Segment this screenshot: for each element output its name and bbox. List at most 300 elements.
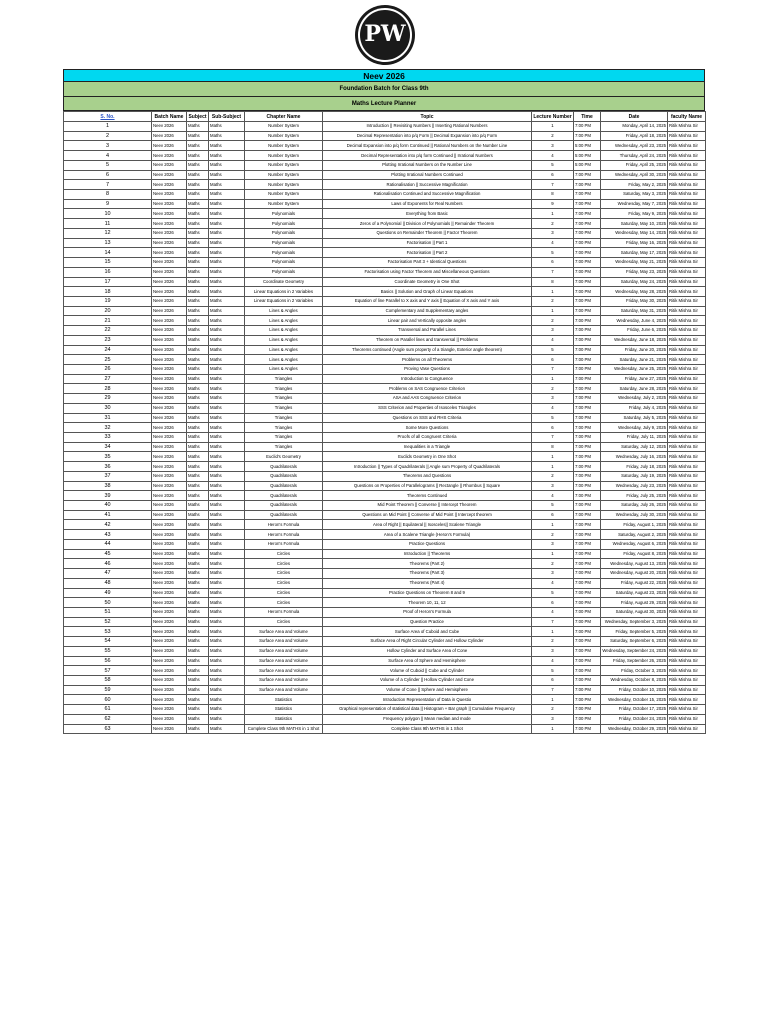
table-cell: Maths bbox=[209, 520, 245, 530]
table-cell: Maths bbox=[187, 209, 209, 219]
table-cell: Maths bbox=[209, 705, 245, 715]
table-cell: Number System bbox=[245, 180, 323, 190]
table-cell: Maths bbox=[187, 491, 209, 501]
table-cell: Neev 2026 bbox=[152, 199, 187, 209]
table-cell: 6 bbox=[532, 598, 574, 608]
table-cell: Ritik Mishra Sir bbox=[668, 705, 706, 715]
table-cell: Triangles bbox=[245, 423, 323, 433]
table-cell: Maths bbox=[187, 345, 209, 355]
table-cell: 7:00 PM bbox=[574, 287, 601, 297]
table-cell: Surface Area and Volume bbox=[245, 666, 323, 676]
table-cell: Ritik Mishra Sir bbox=[668, 403, 706, 413]
table-cell: 7:00 PM bbox=[574, 384, 601, 394]
table-cell: Maths bbox=[209, 122, 245, 132]
table-cell: Ritik Mishra Sir bbox=[668, 675, 706, 685]
table-cell: Neev 2026 bbox=[152, 394, 187, 404]
table-cell: Maths bbox=[209, 695, 245, 705]
table-cell: Theorems (Part 4) bbox=[323, 578, 532, 588]
table-cell: Surface Area of Sphere and Hemisphere bbox=[323, 656, 532, 666]
table-cell: 4 bbox=[532, 403, 574, 413]
table-cell: Equation of line Parallel to X axis and Y axis || Equation of X axis and Y axis bbox=[323, 296, 532, 306]
table-cell: 38 bbox=[64, 481, 152, 491]
table-cell: Friday, July 18, 2025 bbox=[601, 462, 668, 472]
table-cell: Maths bbox=[187, 539, 209, 549]
table-row bbox=[64, 520, 706, 530]
table-row bbox=[64, 335, 706, 345]
batch-subtitle: Foundation Batch for Class 9th bbox=[63, 82, 705, 97]
table-cell: Maths bbox=[187, 403, 209, 413]
table-cell: 7:00 PM bbox=[574, 433, 601, 443]
table-cell: Everything from Basic bbox=[323, 209, 532, 219]
table-cell: 57 bbox=[64, 666, 152, 676]
table-cell: Volume of a Cylinder || Hollow Cylinder and Cone bbox=[323, 675, 532, 685]
table-cell: Wednesday, August 20, 2025 bbox=[601, 569, 668, 579]
table-cell: Neev 2026 bbox=[152, 160, 187, 170]
table-cell: 7:00 PM bbox=[574, 170, 601, 180]
table-cell: Maths bbox=[209, 258, 245, 268]
table-cell: 3 bbox=[532, 141, 574, 151]
table-cell: Questions on SSS and RHS Criteria bbox=[323, 413, 532, 423]
table-cell: Maths bbox=[187, 296, 209, 306]
table-cell: Hollow Cylinder and Surface Area of Cone bbox=[323, 646, 532, 656]
table-cell: 7:00 PM bbox=[574, 695, 601, 705]
table-cell: Neev 2026 bbox=[152, 316, 187, 326]
col-header: Date bbox=[601, 112, 668, 122]
table-cell: Ritik Mishra Sir bbox=[668, 287, 706, 297]
table-cell: Maths bbox=[209, 326, 245, 336]
table-cell: Volume of Cuboid || Cube and Cylinder bbox=[323, 666, 532, 676]
table-cell: Maths bbox=[187, 248, 209, 258]
table-cell: Wednesday, May 28, 2025 bbox=[601, 287, 668, 297]
table-cell: 1 bbox=[532, 452, 574, 462]
table-cell: 1 bbox=[64, 122, 152, 132]
table-cell: Maths bbox=[209, 151, 245, 161]
table-cell: Maths bbox=[209, 296, 245, 306]
table-row bbox=[64, 267, 706, 277]
table-cell: Maths bbox=[187, 452, 209, 462]
table-cell: Questions on Properties of Parallelograms || Rectangle || Rhombus || Square bbox=[323, 481, 532, 491]
table-cell: Introduction Representation of Data in Questio bbox=[323, 695, 532, 705]
table-cell: 7:00 PM bbox=[574, 491, 601, 501]
table-cell: 1 bbox=[532, 122, 574, 132]
table-cell: 7:00 PM bbox=[574, 277, 601, 287]
table-cell: Neev 2026 bbox=[152, 209, 187, 219]
table-cell: Complete Class 9th MATHS in 1 Shot bbox=[323, 724, 532, 734]
table-cell: Maths bbox=[209, 501, 245, 511]
table-cell: Neev 2026 bbox=[152, 471, 187, 481]
table-cell: Neev 2026 bbox=[152, 549, 187, 559]
table-cell: 2 bbox=[532, 530, 574, 540]
table-cell: Ritik Mishra Sir bbox=[668, 374, 706, 384]
table-cell: 3 bbox=[532, 539, 574, 549]
table-cell: 3 bbox=[532, 228, 574, 238]
table-cell: Friday, May 9, 2025 bbox=[601, 209, 668, 219]
table-cell: Quadrilaterals bbox=[245, 462, 323, 472]
planner-title: Maths Lecture Planner bbox=[63, 97, 705, 111]
table-cell: 21 bbox=[64, 316, 152, 326]
table-cell: 56 bbox=[64, 656, 152, 666]
table-cell: Maths bbox=[187, 160, 209, 170]
table-cell: Surface Area and Volume bbox=[245, 685, 323, 695]
table-cell: Friday, October 3, 2025 bbox=[601, 666, 668, 676]
table-row bbox=[64, 607, 706, 617]
table-cell: 35 bbox=[64, 452, 152, 462]
table-cell: Monday, April 14, 2025 bbox=[601, 122, 668, 132]
table-cell: Maths bbox=[187, 520, 209, 530]
table-cell: Maths bbox=[209, 481, 245, 491]
table-cell: 7:00 PM bbox=[574, 374, 601, 384]
table-cell: Ritik Mishra Sir bbox=[668, 569, 706, 579]
table-cell: Ritik Mishra Sir bbox=[668, 190, 706, 200]
table-cell: Maths bbox=[209, 306, 245, 316]
table-cell: Neev 2026 bbox=[152, 384, 187, 394]
table-cell: Maths bbox=[209, 199, 245, 209]
table-cell: Ritik Mishra Sir bbox=[668, 326, 706, 336]
table-cell: 7 bbox=[532, 364, 574, 374]
table-cell: Neev 2026 bbox=[152, 714, 187, 724]
table-cell: Saturday, July 5, 2025 bbox=[601, 413, 668, 423]
table-cell: Neev 2026 bbox=[152, 258, 187, 268]
table-cell: Maths bbox=[209, 423, 245, 433]
table-cell: 36 bbox=[64, 462, 152, 472]
col-header[interactable]: S. No. bbox=[64, 112, 152, 122]
table-row bbox=[64, 433, 706, 443]
table-cell: Maths bbox=[187, 433, 209, 443]
table-cell: Saturday, September 6, 2025 bbox=[601, 637, 668, 647]
table-cell: Neev 2026 bbox=[152, 413, 187, 423]
table-cell: 5 bbox=[532, 588, 574, 598]
table-cell: Neev 2026 bbox=[152, 190, 187, 200]
table-cell: Neev 2026 bbox=[152, 180, 187, 190]
table-cell: Neev 2026 bbox=[152, 491, 187, 501]
table-cell: Quadrilaterals bbox=[245, 471, 323, 481]
table-row bbox=[64, 481, 706, 491]
table-cell: Friday, May 23, 2025 bbox=[601, 267, 668, 277]
table-cell: Statistics bbox=[245, 695, 323, 705]
table-cell: Wednesday, July 23, 2025 bbox=[601, 481, 668, 491]
table-cell: Maths bbox=[187, 413, 209, 423]
table-cell: 49 bbox=[64, 588, 152, 598]
table-cell: Surface Area of Right Circular Cylinder and Hollow Cylinder bbox=[323, 637, 532, 647]
table-row bbox=[64, 141, 706, 151]
table-cell: 7:00 PM bbox=[574, 209, 601, 219]
table-cell: 5 bbox=[532, 248, 574, 258]
table-cell: Ritik Mishra Sir bbox=[668, 141, 706, 151]
table-cell: Neev 2026 bbox=[152, 675, 187, 685]
table-cell: Maths bbox=[209, 160, 245, 170]
table-cell: Problems on all Theorems bbox=[323, 355, 532, 365]
table-cell: Maths bbox=[209, 170, 245, 180]
table-cell: 1 bbox=[532, 549, 574, 559]
table-cell: 5:00 PM bbox=[574, 141, 601, 151]
table-cell: Neev 2026 bbox=[152, 228, 187, 238]
table-cell: Maths bbox=[187, 423, 209, 433]
table-cell: Circles bbox=[245, 617, 323, 627]
table-cell: Maths bbox=[209, 714, 245, 724]
table-cell: 19 bbox=[64, 296, 152, 306]
table-cell: Ritik Mishra Sir bbox=[668, 695, 706, 705]
table-row bbox=[64, 501, 706, 511]
table-cell: Maths bbox=[187, 141, 209, 151]
table-cell: 1 bbox=[532, 724, 574, 734]
table-cell: Neev 2026 bbox=[152, 374, 187, 384]
table-row bbox=[64, 151, 706, 161]
table-cell: 7:00 PM bbox=[574, 306, 601, 316]
table-cell: 4 bbox=[532, 335, 574, 345]
table-cell: Ritik Mishra Sir bbox=[668, 345, 706, 355]
table-cell: 2 bbox=[532, 705, 574, 715]
table-cell: Quadrilaterals bbox=[245, 491, 323, 501]
table-cell: 25 bbox=[64, 355, 152, 365]
table-cell: Maths bbox=[209, 248, 245, 258]
table-row bbox=[64, 219, 706, 229]
table-cell: Ritik Mishra Sir bbox=[668, 491, 706, 501]
table-cell: Neev 2026 bbox=[152, 267, 187, 277]
table-cell: Proofs of all Congruent Criteria bbox=[323, 433, 532, 443]
table-cell: 7:00 PM bbox=[574, 190, 601, 200]
table-cell: 7:00 PM bbox=[574, 539, 601, 549]
table-cell: 3 bbox=[532, 481, 574, 491]
col-header: Chapter Name bbox=[245, 112, 323, 122]
table-cell: Ritik Mishra Sir bbox=[668, 277, 706, 287]
table-cell: Decimal Representation into p/q Form || Decimal Expansion into p/q Form bbox=[323, 131, 532, 141]
table-cell: Thursday, April 24, 2025 bbox=[601, 151, 668, 161]
table-cell: Friday, June 27, 2025 bbox=[601, 374, 668, 384]
table-cell: Neev 2026 bbox=[152, 335, 187, 345]
table-cell: Friday, August 1, 2025 bbox=[601, 520, 668, 530]
table-cell: Lines & Angles bbox=[245, 355, 323, 365]
table-row bbox=[64, 724, 706, 734]
table-cell: Maths bbox=[209, 442, 245, 452]
table-cell: 31 bbox=[64, 413, 152, 423]
col-header: Time bbox=[574, 112, 601, 122]
table-cell: Lines & Angles bbox=[245, 306, 323, 316]
table-cell: Maths bbox=[187, 646, 209, 656]
table-row bbox=[64, 228, 706, 238]
table-cell: 7:00 PM bbox=[574, 122, 601, 132]
table-cell: Friday, June 20, 2025 bbox=[601, 345, 668, 355]
table-cell: 7 bbox=[532, 433, 574, 443]
table-cell: 7 bbox=[532, 267, 574, 277]
table-cell: Maths bbox=[209, 374, 245, 384]
table-cell: Ritik Mishra Sir bbox=[668, 219, 706, 229]
table-cell: Maths bbox=[187, 695, 209, 705]
table-cell: 7:00 PM bbox=[574, 219, 601, 229]
table-cell: 9 bbox=[532, 199, 574, 209]
table-cell: Ritik Mishra Sir bbox=[668, 364, 706, 374]
table-row bbox=[64, 248, 706, 258]
table-cell: Wednesday, April 23, 2025 bbox=[601, 141, 668, 151]
table-row bbox=[64, 345, 706, 355]
table-cell: Introduction || Revisiting Numbers || Inserting Rational Numbers bbox=[323, 122, 532, 132]
table-cell: 7:00 PM bbox=[574, 267, 601, 277]
table-cell: Maths bbox=[209, 539, 245, 549]
table-row bbox=[64, 170, 706, 180]
table-cell: Maths bbox=[187, 530, 209, 540]
table-cell: Neev 2026 bbox=[152, 646, 187, 656]
table-cell: Maths bbox=[209, 491, 245, 501]
table-cell: Triangles bbox=[245, 374, 323, 384]
table-cell: Ritik Mishra Sir bbox=[668, 598, 706, 608]
table-cell: Neev 2026 bbox=[152, 578, 187, 588]
table-cell: Surface Area and Volume bbox=[245, 675, 323, 685]
table-cell: 41 bbox=[64, 510, 152, 520]
table-cell: 7:00 PM bbox=[574, 714, 601, 724]
table-cell: Quadrilaterals bbox=[245, 501, 323, 511]
table-cell: Plotting Irrational Numbers Continued bbox=[323, 170, 532, 180]
table-cell: 5:00 PM bbox=[574, 151, 601, 161]
logo-text: PW bbox=[364, 21, 406, 47]
table-cell: Maths bbox=[187, 384, 209, 394]
table-cell: Proving Vase Questions bbox=[323, 364, 532, 374]
table-cell: Complete Class 9th MATHS in 1 Shot bbox=[245, 724, 323, 734]
table-cell: Maths bbox=[187, 724, 209, 734]
table-cell: Maths bbox=[187, 481, 209, 491]
table-cell: 2 bbox=[532, 471, 574, 481]
table-cell: Friday, August 8, 2025 bbox=[601, 549, 668, 559]
table-row bbox=[64, 238, 706, 248]
table-cell: Theorems (Part 2) bbox=[323, 559, 532, 569]
table-cell: Maths bbox=[187, 442, 209, 452]
table-cell: Friday, September 26, 2025 bbox=[601, 656, 668, 666]
table-cell: Neev 2026 bbox=[152, 539, 187, 549]
table-cell: Neev 2026 bbox=[152, 598, 187, 608]
table-cell: Maths bbox=[187, 122, 209, 132]
table-cell: Wednesday, July 2, 2025 bbox=[601, 394, 668, 404]
table-cell: 7:00 PM bbox=[574, 355, 601, 365]
table-cell: Number System bbox=[245, 170, 323, 180]
table-cell: Circles bbox=[245, 549, 323, 559]
table-cell: 7:00 PM bbox=[574, 598, 601, 608]
table-cell: Lines & Angles bbox=[245, 326, 323, 336]
table-cell: 33 bbox=[64, 433, 152, 443]
table-cell: 8 bbox=[532, 442, 574, 452]
table-cell: Maths bbox=[209, 656, 245, 666]
table-cell: 7:00 PM bbox=[574, 656, 601, 666]
table-row bbox=[64, 539, 706, 549]
table-cell: Saturday, June 28, 2025 bbox=[601, 384, 668, 394]
table-cell: Transversal and Parallel Lines bbox=[323, 326, 532, 336]
table-cell: Ritik Mishra Sir bbox=[668, 646, 706, 656]
table-cell: Questions on Remainder Theorem || Factor Theorem bbox=[323, 228, 532, 238]
table-cell: Maths bbox=[187, 656, 209, 666]
table-cell: Ritik Mishra Sir bbox=[668, 607, 706, 617]
table-cell: 7:00 PM bbox=[574, 617, 601, 627]
table-cell: ASA and AAS Congruence Criterion bbox=[323, 394, 532, 404]
col-header: faculty Name bbox=[668, 112, 706, 122]
table-cell: Wednesday, June 25, 2025 bbox=[601, 364, 668, 374]
table-cell: Saturday, May 10, 2025 bbox=[601, 219, 668, 229]
table-cell: Friday, October 17, 2025 bbox=[601, 705, 668, 715]
table-cell: Saturday, August 2, 2025 bbox=[601, 530, 668, 540]
table-cell: Friday, April 18, 2025 bbox=[601, 131, 668, 141]
table-cell: Statistics bbox=[245, 714, 323, 724]
table-cell: 7:00 PM bbox=[574, 335, 601, 345]
table-cell: Ritik Mishra Sir bbox=[668, 637, 706, 647]
table-cell: Maths bbox=[187, 471, 209, 481]
table-cell: Wednesday, September 24, 2025 bbox=[601, 646, 668, 656]
table-cell: 5:00 PM bbox=[574, 160, 601, 170]
table-cell: 4 bbox=[532, 491, 574, 501]
table-cell: Maths bbox=[209, 578, 245, 588]
col-header: Batch Name bbox=[152, 112, 187, 122]
table-cell: Maths bbox=[187, 277, 209, 287]
table-cell: 4 bbox=[532, 607, 574, 617]
table-cell: Question Practice bbox=[323, 617, 532, 627]
table-cell: Maths bbox=[187, 685, 209, 695]
col-header: Sub-Subject bbox=[209, 112, 245, 122]
table-cell: 2 bbox=[532, 219, 574, 229]
table-cell: 6 bbox=[532, 510, 574, 520]
table-cell: Ritik Mishra Sir bbox=[668, 452, 706, 462]
table-cell: 7:00 PM bbox=[574, 228, 601, 238]
table-cell: 2 bbox=[64, 131, 152, 141]
table-cell: 1 bbox=[532, 462, 574, 472]
table-cell: Wednesday, August 13, 2025 bbox=[601, 559, 668, 569]
table-cell: 3 bbox=[64, 141, 152, 151]
table-cell: Graphical representation of statistical data || Histogram + Bar graph || Cumulative Frequency bbox=[323, 705, 532, 715]
table-cell: Maths bbox=[187, 705, 209, 715]
table-cell: Maths bbox=[187, 219, 209, 229]
table-cell: Maths bbox=[187, 617, 209, 627]
table-cell: Friday, May 2, 2025 bbox=[601, 180, 668, 190]
table-cell: Maths bbox=[187, 462, 209, 472]
table-cell: Neev 2026 bbox=[152, 326, 187, 336]
table-cell: 7:00 PM bbox=[574, 180, 601, 190]
table-cell: 15 bbox=[64, 258, 152, 268]
table-cell: Ritik Mishra Sir bbox=[668, 238, 706, 248]
table-cell: 9 bbox=[64, 199, 152, 209]
table-cell: Neev 2026 bbox=[152, 141, 187, 151]
table-cell: 7:00 PM bbox=[574, 199, 601, 209]
lecture-table bbox=[63, 111, 706, 734]
table-cell: 17 bbox=[64, 277, 152, 287]
table-cell: 44 bbox=[64, 539, 152, 549]
table-cell: Maths bbox=[187, 170, 209, 180]
table-cell: Circles bbox=[245, 578, 323, 588]
table-cell: 1 bbox=[532, 627, 574, 637]
table-cell: Maths bbox=[209, 666, 245, 676]
table-cell: Maths bbox=[187, 569, 209, 579]
table-row bbox=[64, 442, 706, 452]
table-cell: Neev 2026 bbox=[152, 462, 187, 472]
table-row bbox=[64, 675, 706, 685]
table-cell: Triangles bbox=[245, 384, 323, 394]
table-cell: Maths bbox=[209, 403, 245, 413]
table-cell: Neev 2026 bbox=[152, 170, 187, 180]
table-row bbox=[64, 160, 706, 170]
table-cell: Wednesday, June 18, 2025 bbox=[601, 335, 668, 345]
table-cell: 30 bbox=[64, 403, 152, 413]
table-row bbox=[64, 384, 706, 394]
table-cell: 7:00 PM bbox=[574, 501, 601, 511]
table-row bbox=[64, 316, 706, 326]
table-cell: Wednesday, July 30, 2025 bbox=[601, 510, 668, 520]
table-cell: 6 bbox=[532, 355, 574, 365]
table-cell: Triangles bbox=[245, 394, 323, 404]
table-cell: Neev 2026 bbox=[152, 355, 187, 365]
table-cell: 53 bbox=[64, 627, 152, 637]
table-cell: Maths bbox=[209, 588, 245, 598]
table-cell: Maths bbox=[209, 413, 245, 423]
table-cell: Number System bbox=[245, 199, 323, 209]
table-cell: 5 bbox=[532, 413, 574, 423]
table-cell: Neev 2026 bbox=[152, 423, 187, 433]
table-cell: 18 bbox=[64, 287, 152, 297]
table-cell: Maths bbox=[209, 190, 245, 200]
table-row bbox=[64, 209, 706, 219]
table-cell: 61 bbox=[64, 705, 152, 715]
